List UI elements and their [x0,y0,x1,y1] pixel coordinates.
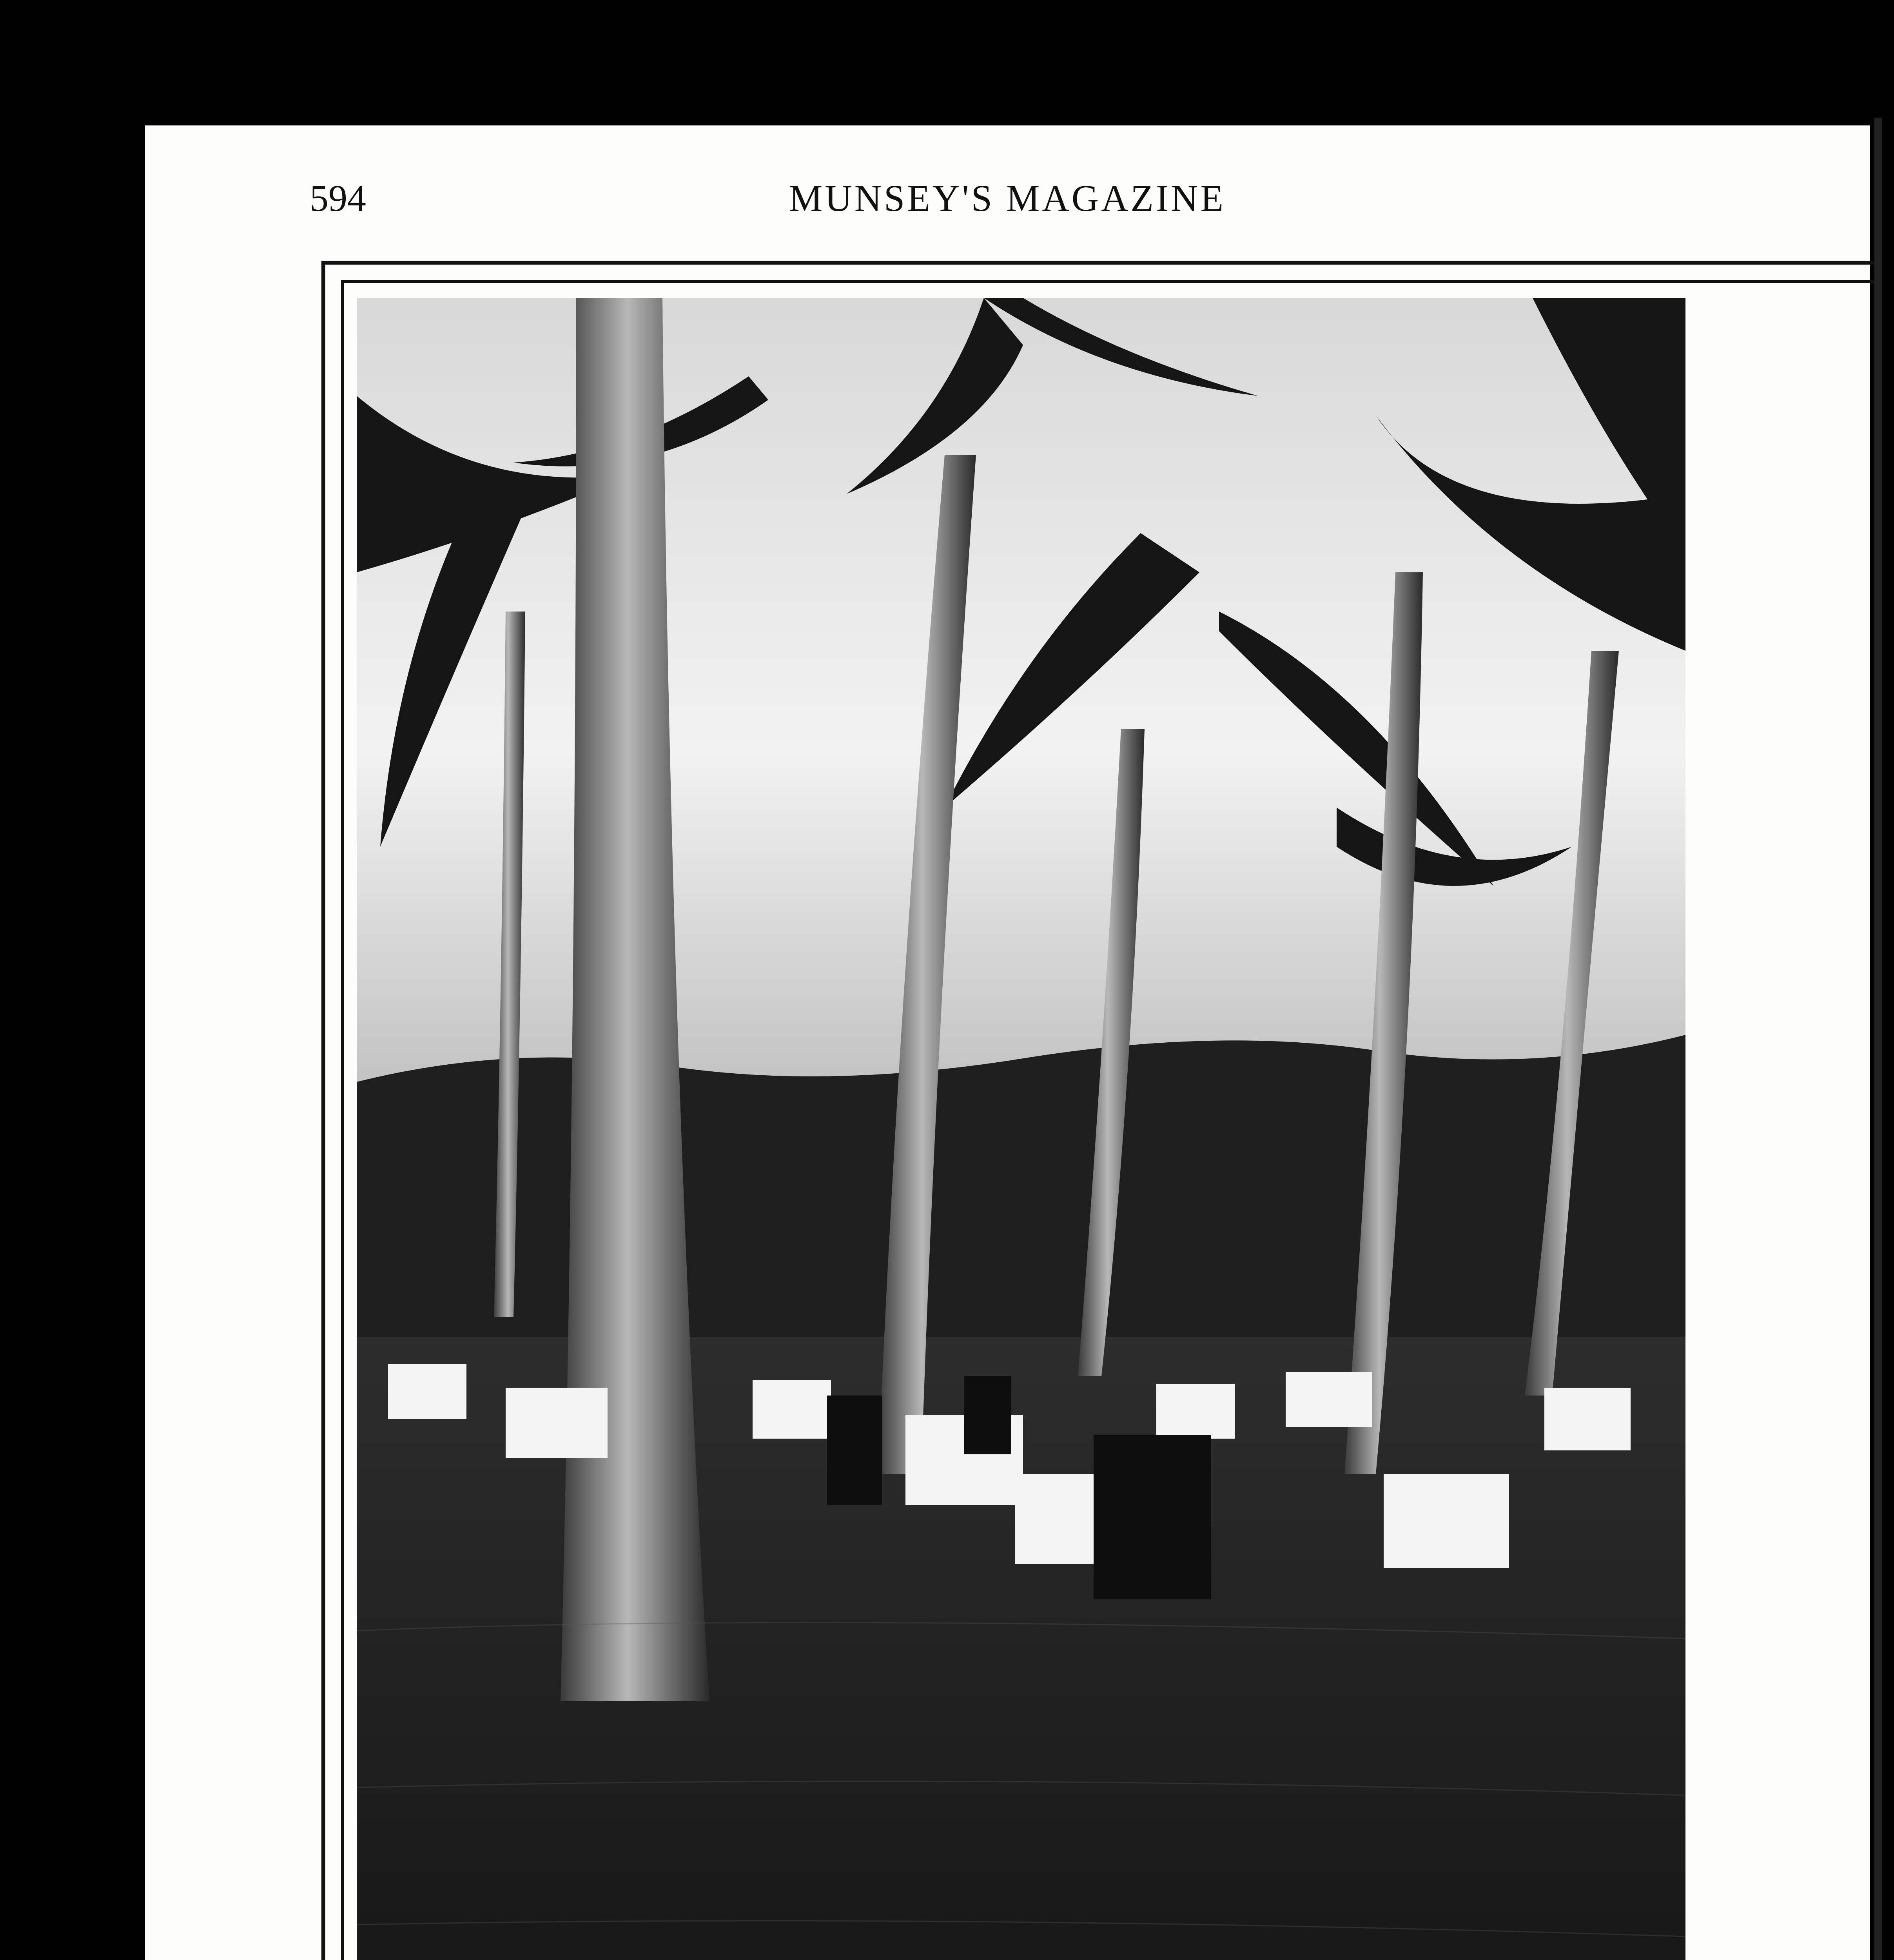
scan-edge [1874,118,1882,1960]
running-head: MUNSEY'S MAGAZINE [789,177,1226,219]
photograph-palm-grove-dining [357,298,1685,1960]
page-header [145,172,1870,235]
page-number: 594 [310,177,366,219]
photo-frame [321,261,1874,1960]
palm-grove-photo [357,298,1685,1960]
magazine-page [145,125,1870,1960]
